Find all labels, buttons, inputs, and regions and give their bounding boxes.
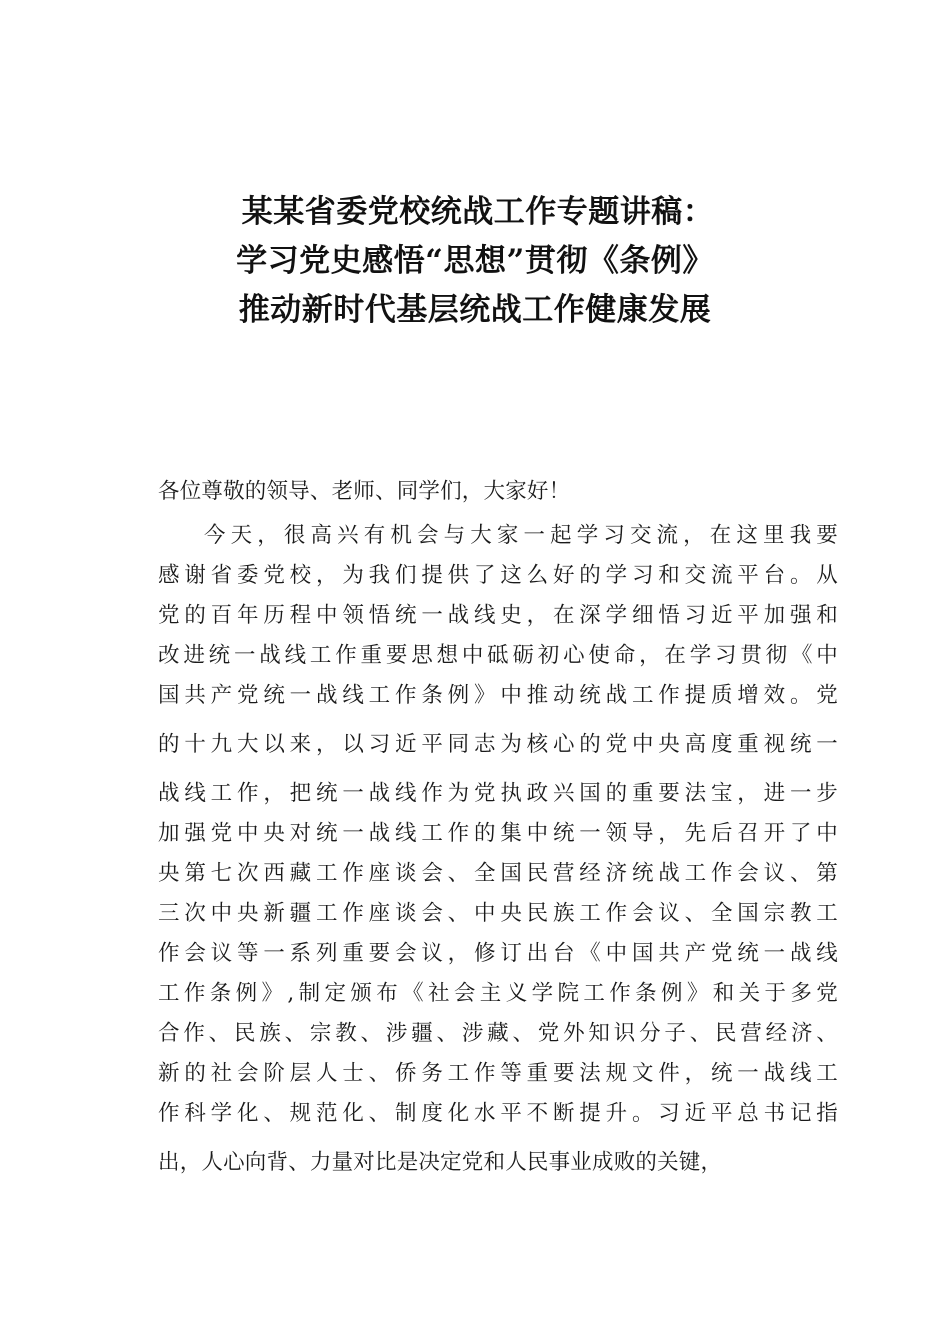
paragraph-line: 出，人心向背、力量对比是决定党和人民事业成败的关键， xyxy=(158,1150,723,1175)
title-line-2: 学习党史感悟“思想”贯彻《条例》 xyxy=(236,243,714,279)
paragraph-line: 党的百年历程中领悟统一战线史，在深学细悟习近平加强和 xyxy=(158,603,838,628)
paragraph-line: 三次中央新疆工作座谈会、中央民族工作会议、全国宗教工 xyxy=(158,901,838,926)
paragraph-line: 作会议等一系列重要会议，修订出台《中国共产党统一战线 xyxy=(158,941,838,966)
speech-body xyxy=(158,472,838,1183)
document-title xyxy=(0,188,950,335)
paragraph-line: 今天，很高兴有机会与大家一起学习交流，在这里我要 xyxy=(204,523,838,548)
paragraph-line: 作科学化、规范化、制度化水平不断提升。习近平总书记指 xyxy=(158,1101,838,1126)
title-line-1: 某某省委党校统战工作专题讲稿： xyxy=(241,194,715,230)
paragraph-line: 感谢省委党校，为我们提供了这么好的学习和交流平台。从 xyxy=(158,563,838,588)
paragraph-line: 新的社会阶层人士、侨务工作等重要法规文件，统一战线工 xyxy=(158,1061,838,1086)
paragraph-line: 加强党中央对统一战线工作的集中统一领导，先后召开了中 xyxy=(158,821,838,846)
paragraph-line: 工作条例》,制定颁布《社会主义学院工作条例》和关于多党 xyxy=(158,981,838,1006)
paragraph-line: 合作、民族、宗教、涉疆、涉藏、党外知识分子、民营经济、 xyxy=(158,1021,838,1046)
paragraph-line: 改进统一战线工作重要思想中砥砺初心使命，在学习贯彻《中 xyxy=(158,643,838,668)
paragraph-line: 国共产党统一战线工作条例》中推动统战工作提质增效。党 xyxy=(158,683,838,708)
title-line-3: 推动新时代基层统战工作健康发展 xyxy=(238,292,712,328)
paragraph-line: 央第七次西藏工作座谈会、全国民营经济统战工作会议、第 xyxy=(158,861,838,886)
paragraph-line: 的十九大以来，以习近平同志为核心的党中央高度重视统一 xyxy=(158,732,838,757)
paragraph-line: 战线工作，把统一战线作为党执政兴国的重要法宝，进一步 xyxy=(158,781,838,806)
greeting-line: 各位尊敬的领导、老师、同学们，大家好！ xyxy=(158,479,571,504)
